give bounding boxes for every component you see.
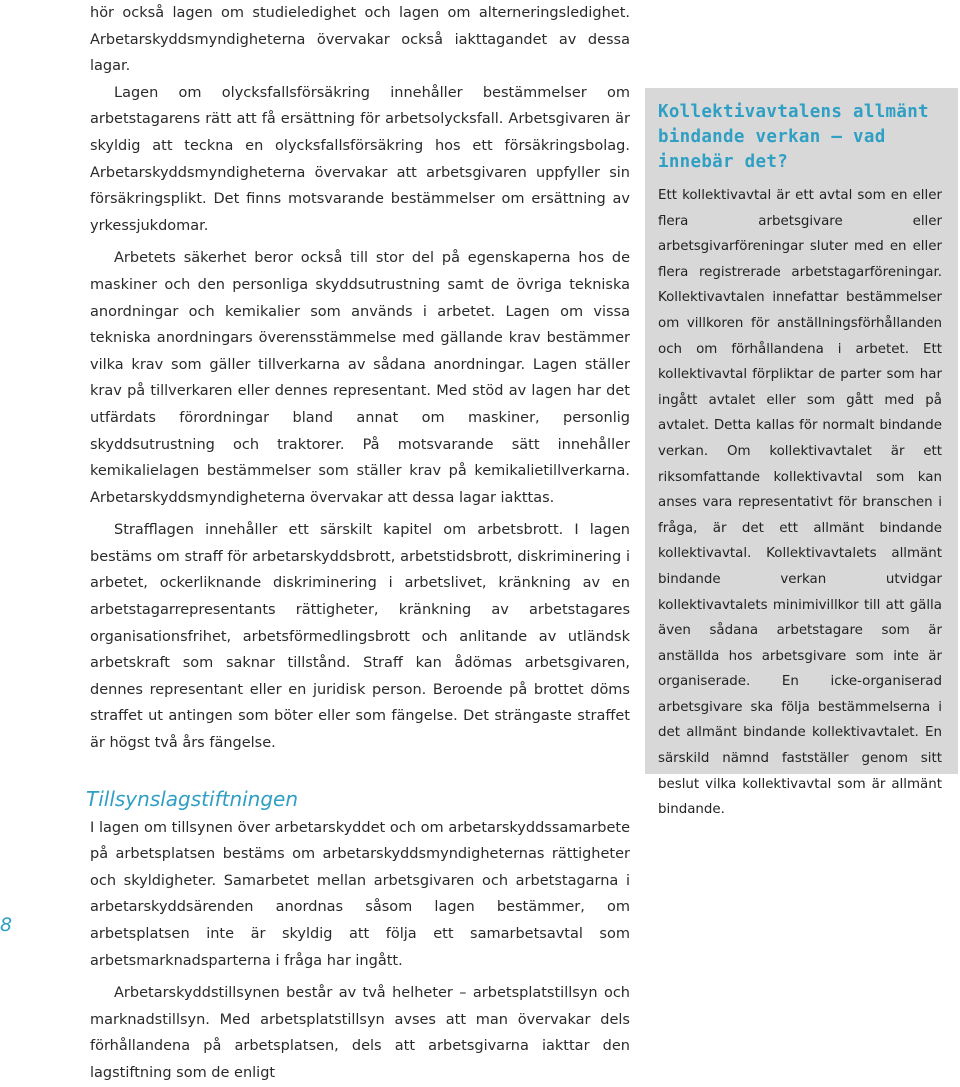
page-number: 8	[0, 914, 13, 936]
paragraph: Strafflagen innehåller ett särskilt kapitel om arbetsbrott. I lagen bestäms om straff för arbetarskyddsbrott, arbetstidsbrott, diskriminering i arbetet, ockerliknande diskriminering i arbetslivet, kränkning av en arbetstagarrepresentants rättigheter, kränkning av arbetstagares organisationsfrihet, arbetsförmedlingsbrott och anlitande av utländsk arbetskraft som saknar tillstånd. Straff kan ådömas arbetsgivaren, dennes representant eller en juridisk person. Beroende på brottet döms straffet ut antingen som böter eller som fängelse. Det strängaste straffet är högst två års fängelse.	[90, 522, 630, 752]
paragraph: Arbetarskyddstillsynen består av två helheter – arbetsplatstillsyn och marknadstillsyn. Med arbetsplatstillsyn avses att man övervakar dels förhållandena på arbetsplatsen, dels att arbetsgivarna iakttar den lagstiftning som de enligt	[90, 985, 630, 1081]
main-column	[86, 0, 630, 1087]
paragraph: I lagen om tillsynen över arbetarskyddet och om arbetarskyddssamarbete på arbetsplatsen bestäms om arbetarskyddsmyndigheternas rättigheter och skyldigheter. Samarbetet mellan arbetsgivaren och arbetstagarna i arbetarskyddsärenden anordnas såsom lagen bestämmer, om arbetsplatsen inte är skyldig att följa ett samarbetsavtal som arbetsmarknadsparterna i fråga har ingått.	[90, 819, 630, 969]
fact-box-body: Ett kollektivavtal är ett avtal som en eller flera arbetsgivare eller arbetsgivarföreningar sluter med en eller flera registrerade arbetstagarföreningar. Kollektivavtalen innefattar bestämmelser om villkoren för anställningsförhållanden och om förhållandena i arbetet. Ett kollektivavtal förpliktar de parter som har ingått avtalet eller som gått med på avtalet. Detta kallas för normalt bindande verkan. Om kollektivavtalet är ett riksomfattande kollektivavtal som kan anses vara representativt för branschen i fråga, är det ett allmänt bindande kollektivavtal. Kollektivavtalets allmänt bindande verkan utvidgar kollektivavtalets minimivillkor till att gälla även sådana arbetstagare som är anställda hos arbetsgivare som inte är organiserade. En icke-organiserad arbetsgivare ska följa bestämmelserna i det allmänt bindande kollektivavtalet. En särskild nämnd fastställer genom sitt beslut vilka kollektivavtal som är allmänt bindande.	[658, 188, 942, 818]
paragraph: Lagen om olycksfallsförsäkring innehåller bestämmelser om arbetstagarens rätt att få ersättning för arbetsolycksfall. Arbetsgivaren är skyldig att teckna en olycksfallsförsäkring hos ett försäkringsbolag. Arbetarskyddsmyndigheterna övervakar att arbetsgivaren uppfyller sin försäkringsplikt. Det finns motsvarande bestämmelser om ersättning av yrkessjukdomar.	[90, 84, 630, 234]
paragraph: hör också lagen om studieledighet och lagen om alterneringsledighet. Arbetarskyddsmyndigheterna övervakar också iakttagandet av dessa lagar.	[90, 5, 630, 75]
fact-box	[645, 88, 958, 818]
paragraph: Arbetets säkerhet beror också till stor del på egenskaperna hos de maskiner och den personliga skyddsutrustning samt de övriga tekniska anordningar och kemikalier som används i arbetet. Lagen om vissa tekniska anordningars överensstämmelse med gällande krav bestämmer vilka krav som gäller tillverkarna av sådana anordningar. Lagen ställer krav på tillverkaren eller dennes representant. Med stöd av lagen har det utfärdats förordningar bland annat om maskiner, personlig skyddsutrustning och traktorer. På motsvarande sätt innehåller kemikalielagen bestämmelser som ställer krav på kemikalietillverkarna. Arbetarskyddsmyndigheterna övervakar att dessa lagar iakttas.	[90, 250, 630, 506]
fact-box-title: Kollektivavtalens allmänt bindande verkan – vad innebär det?	[658, 102, 929, 172]
section-heading: Tillsynslagstiftningen	[86, 786, 299, 811]
